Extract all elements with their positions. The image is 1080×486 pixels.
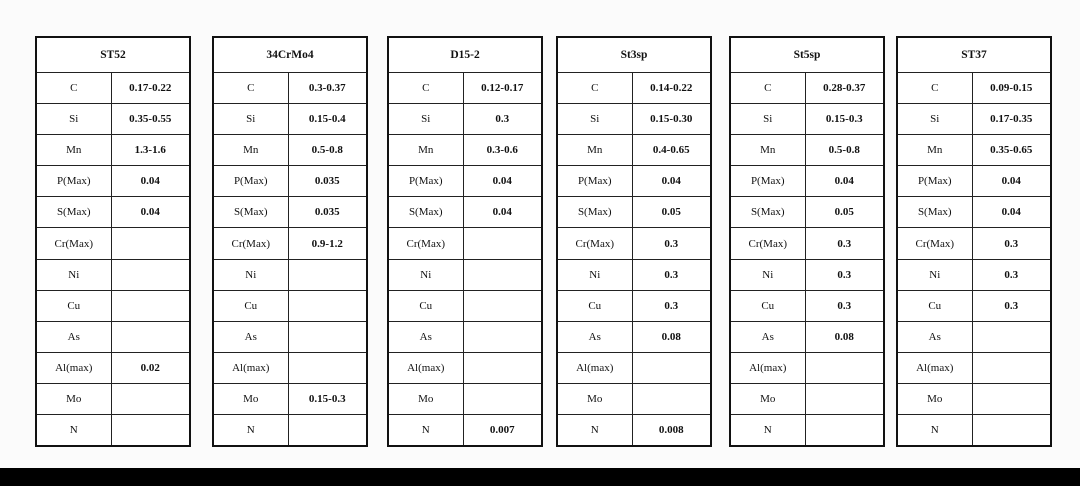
- grade-name: D15-2: [388, 37, 542, 73]
- element-label: N: [36, 415, 111, 447]
- table-row: [388, 197, 542, 228]
- element-value: [805, 352, 884, 383]
- element-label: N: [897, 415, 972, 447]
- element-value: 0.5-0.8: [288, 135, 367, 166]
- element-label: Cr(Max): [388, 228, 463, 259]
- table-row: [897, 352, 1051, 383]
- table-row: [388, 415, 542, 447]
- table-row: [388, 290, 542, 321]
- element-value: 0.35-0.55: [111, 104, 190, 135]
- element-label: C: [730, 73, 805, 104]
- table-row: [36, 135, 190, 166]
- element-label: Mo: [36, 383, 111, 414]
- table-row: [213, 73, 367, 104]
- grade-name: 34CrMo4: [213, 37, 367, 73]
- table-row: [213, 228, 367, 259]
- element-value: [972, 352, 1051, 383]
- element-value: 0.3: [632, 290, 711, 321]
- table-row: [730, 104, 884, 135]
- element-label: P(Max): [557, 166, 632, 197]
- table-row: [36, 383, 190, 414]
- bottom-bar: [0, 468, 1080, 486]
- element-value: [288, 415, 367, 447]
- table-row: [388, 135, 542, 166]
- element-value: [463, 321, 542, 352]
- element-label: Si: [388, 104, 463, 135]
- element-value: [463, 290, 542, 321]
- element-label: As: [388, 321, 463, 352]
- table-row: [388, 73, 542, 104]
- table-row: [897, 321, 1051, 352]
- element-value: 0.3: [632, 228, 711, 259]
- element-value: 0.35-0.65: [972, 135, 1051, 166]
- element-value: [632, 352, 711, 383]
- element-label: N: [213, 415, 288, 447]
- element-value: 0.007: [463, 415, 542, 447]
- element-label: C: [897, 73, 972, 104]
- element-value: 0.15-0.3: [288, 383, 367, 414]
- grade-table: [556, 36, 712, 447]
- element-value: 0.05: [805, 197, 884, 228]
- table-row: [388, 228, 542, 259]
- table-row: [213, 415, 367, 447]
- element-value: 0.008: [632, 415, 711, 447]
- element-value: 0.08: [805, 321, 884, 352]
- element-value: [111, 228, 190, 259]
- table-row: [36, 197, 190, 228]
- grade-table: [212, 36, 368, 447]
- element-label: As: [557, 321, 632, 352]
- element-label: C: [557, 73, 632, 104]
- element-label: Cu: [388, 290, 463, 321]
- grade-table: [729, 36, 885, 447]
- table-row: [730, 166, 884, 197]
- element-value: 0.5-0.8: [805, 135, 884, 166]
- element-label: P(Max): [730, 166, 805, 197]
- element-label: Si: [897, 104, 972, 135]
- element-label: N: [388, 415, 463, 447]
- element-label: S(Max): [213, 197, 288, 228]
- element-label: Ni: [897, 259, 972, 290]
- element-value: 0.9-1.2: [288, 228, 367, 259]
- element-value: 0.04: [111, 197, 190, 228]
- element-value: [972, 321, 1051, 352]
- element-value: [463, 228, 542, 259]
- element-label: Cr(Max): [897, 228, 972, 259]
- element-label: Cu: [897, 290, 972, 321]
- grade-header-row: [36, 37, 190, 73]
- element-label: Mn: [36, 135, 111, 166]
- element-value: 1.3-1.6: [111, 135, 190, 166]
- element-value: 0.035: [288, 166, 367, 197]
- table-row: [557, 73, 711, 104]
- table-row: [36, 352, 190, 383]
- table-row: [897, 228, 1051, 259]
- element-value: 0.04: [111, 166, 190, 197]
- table-row: [897, 383, 1051, 414]
- element-label: Mo: [388, 383, 463, 414]
- element-label: Mn: [213, 135, 288, 166]
- grade-header-row: [557, 37, 711, 73]
- table-row: [897, 197, 1051, 228]
- table-row: [897, 135, 1051, 166]
- element-label: Cr(Max): [36, 228, 111, 259]
- element-value: 0.04: [972, 197, 1051, 228]
- element-label: As: [897, 321, 972, 352]
- element-label: P(Max): [897, 166, 972, 197]
- table-row: [213, 197, 367, 228]
- table-row: [730, 259, 884, 290]
- table-row: [730, 73, 884, 104]
- element-label: Si: [557, 104, 632, 135]
- table-row: [557, 197, 711, 228]
- element-label: Al(max): [36, 352, 111, 383]
- table-row: [730, 415, 884, 447]
- element-value: 0.3: [632, 259, 711, 290]
- element-label: Ni: [36, 259, 111, 290]
- element-label: Mo: [213, 383, 288, 414]
- table-row: [730, 228, 884, 259]
- table-row: [730, 290, 884, 321]
- table-row: [388, 383, 542, 414]
- table-row: [36, 259, 190, 290]
- element-value: 0.035: [288, 197, 367, 228]
- element-label: As: [213, 321, 288, 352]
- element-value: 0.04: [805, 166, 884, 197]
- element-value: 0.3: [463, 104, 542, 135]
- table-row: [730, 135, 884, 166]
- table-row: [897, 73, 1051, 104]
- table-row: [557, 104, 711, 135]
- element-value: 0.17-0.22: [111, 73, 190, 104]
- element-value: [288, 259, 367, 290]
- table-row: [388, 166, 542, 197]
- element-label: Mn: [388, 135, 463, 166]
- table-row: [213, 321, 367, 352]
- element-value: [805, 415, 884, 447]
- element-label: N: [557, 415, 632, 447]
- element-value: 0.04: [463, 197, 542, 228]
- element-label: Mo: [897, 383, 972, 414]
- table-row: [730, 383, 884, 414]
- element-label: S(Max): [36, 197, 111, 228]
- element-label: Cu: [730, 290, 805, 321]
- element-value: [288, 352, 367, 383]
- table-row: [557, 228, 711, 259]
- element-label: Al(max): [557, 352, 632, 383]
- element-value: [288, 290, 367, 321]
- table-row: [897, 259, 1051, 290]
- grade-name: ST52: [36, 37, 190, 73]
- table-row: [557, 135, 711, 166]
- table-row: [557, 166, 711, 197]
- element-value: [111, 259, 190, 290]
- element-label: Cr(Max): [557, 228, 632, 259]
- table-row: [36, 104, 190, 135]
- element-value: [972, 383, 1051, 414]
- element-value: 0.15-0.30: [632, 104, 711, 135]
- element-label: Mn: [730, 135, 805, 166]
- table-row: [730, 352, 884, 383]
- element-label: Ni: [557, 259, 632, 290]
- element-value: 0.4-0.65: [632, 135, 711, 166]
- element-value: 0.04: [463, 166, 542, 197]
- element-value: [805, 383, 884, 414]
- element-value: [463, 352, 542, 383]
- element-label: Al(max): [213, 352, 288, 383]
- table-row: [730, 197, 884, 228]
- table-row: [557, 259, 711, 290]
- table-row: [730, 321, 884, 352]
- table-row: [213, 383, 367, 414]
- table-row: [213, 104, 367, 135]
- element-label: Mo: [557, 383, 632, 414]
- element-label: Si: [213, 104, 288, 135]
- element-value: 0.02: [111, 352, 190, 383]
- table-row: [36, 415, 190, 447]
- element-label: Ni: [730, 259, 805, 290]
- table-row: [388, 321, 542, 352]
- table-row: [213, 290, 367, 321]
- element-value: 0.3: [805, 228, 884, 259]
- element-value: [111, 321, 190, 352]
- table-row: [557, 290, 711, 321]
- table-row: [557, 321, 711, 352]
- element-label: C: [213, 73, 288, 104]
- table-row: [213, 259, 367, 290]
- element-label: Ni: [213, 259, 288, 290]
- grade-header-row: [897, 37, 1051, 73]
- element-value: 0.3: [805, 290, 884, 321]
- element-value: 0.14-0.22: [632, 73, 711, 104]
- element-label: P(Max): [36, 166, 111, 197]
- table-row: [388, 352, 542, 383]
- element-label: Si: [36, 104, 111, 135]
- element-label: P(Max): [388, 166, 463, 197]
- table-row: [897, 290, 1051, 321]
- element-value: 0.05: [632, 197, 711, 228]
- element-value: 0.12-0.17: [463, 73, 542, 104]
- element-value: [111, 415, 190, 447]
- table-row: [388, 259, 542, 290]
- grade-header-row: [730, 37, 884, 73]
- element-value: [463, 259, 542, 290]
- element-value: [111, 290, 190, 321]
- table-row: [36, 290, 190, 321]
- table-row: [36, 228, 190, 259]
- element-label: Cu: [557, 290, 632, 321]
- grade-header-row: [388, 37, 542, 73]
- element-value: 0.17-0.35: [972, 104, 1051, 135]
- element-value: 0.28-0.37: [805, 73, 884, 104]
- grade-name: St3sp: [557, 37, 711, 73]
- grade-name: St5sp: [730, 37, 884, 73]
- table-row: [897, 166, 1051, 197]
- element-value: [288, 321, 367, 352]
- element-label: Cu: [213, 290, 288, 321]
- element-label: S(Max): [730, 197, 805, 228]
- element-label: Mn: [897, 135, 972, 166]
- element-label: Al(max): [388, 352, 463, 383]
- element-label: S(Max): [388, 197, 463, 228]
- element-label: C: [36, 73, 111, 104]
- element-value: [111, 383, 190, 414]
- element-value: 0.04: [632, 166, 711, 197]
- element-label: N: [730, 415, 805, 447]
- table-row: [36, 321, 190, 352]
- grade-table: [896, 36, 1052, 447]
- element-label: As: [730, 321, 805, 352]
- element-value: 0.15-0.3: [805, 104, 884, 135]
- element-value: 0.09-0.15: [972, 73, 1051, 104]
- table-row: [213, 135, 367, 166]
- element-value: [463, 383, 542, 414]
- element-value: 0.3: [805, 259, 884, 290]
- element-value: 0.08: [632, 321, 711, 352]
- element-value: 0.3: [972, 290, 1051, 321]
- grade-header-row: [213, 37, 367, 73]
- table-row: [388, 104, 542, 135]
- table-row: [557, 415, 711, 447]
- element-value: 0.3: [972, 228, 1051, 259]
- table-row: [213, 166, 367, 197]
- element-label: P(Max): [213, 166, 288, 197]
- element-label: Al(max): [897, 352, 972, 383]
- element-label: Mn: [557, 135, 632, 166]
- element-value: [972, 415, 1051, 447]
- element-label: C: [388, 73, 463, 104]
- element-label: Mo: [730, 383, 805, 414]
- grade-table: [35, 36, 191, 447]
- grade-table: [387, 36, 543, 447]
- table-row: [557, 352, 711, 383]
- element-value: 0.3: [972, 259, 1051, 290]
- element-value: 0.3-0.6: [463, 135, 542, 166]
- element-label: Ni: [388, 259, 463, 290]
- table-row: [897, 415, 1051, 447]
- element-label: As: [36, 321, 111, 352]
- element-label: Cu: [36, 290, 111, 321]
- table-row: [213, 352, 367, 383]
- element-label: S(Max): [557, 197, 632, 228]
- element-value: 0.3-0.37: [288, 73, 367, 104]
- element-value: 0.04: [972, 166, 1051, 197]
- table-row: [557, 383, 711, 414]
- element-label: Si: [730, 104, 805, 135]
- element-label: Cr(Max): [730, 228, 805, 259]
- element-label: Cr(Max): [213, 228, 288, 259]
- table-row: [897, 104, 1051, 135]
- element-value: 0.15-0.4: [288, 104, 367, 135]
- grade-name: ST37: [897, 37, 1051, 73]
- element-label: S(Max): [897, 197, 972, 228]
- element-label: Al(max): [730, 352, 805, 383]
- element-value: [632, 383, 711, 414]
- table-row: [36, 73, 190, 104]
- table-row: [36, 166, 190, 197]
